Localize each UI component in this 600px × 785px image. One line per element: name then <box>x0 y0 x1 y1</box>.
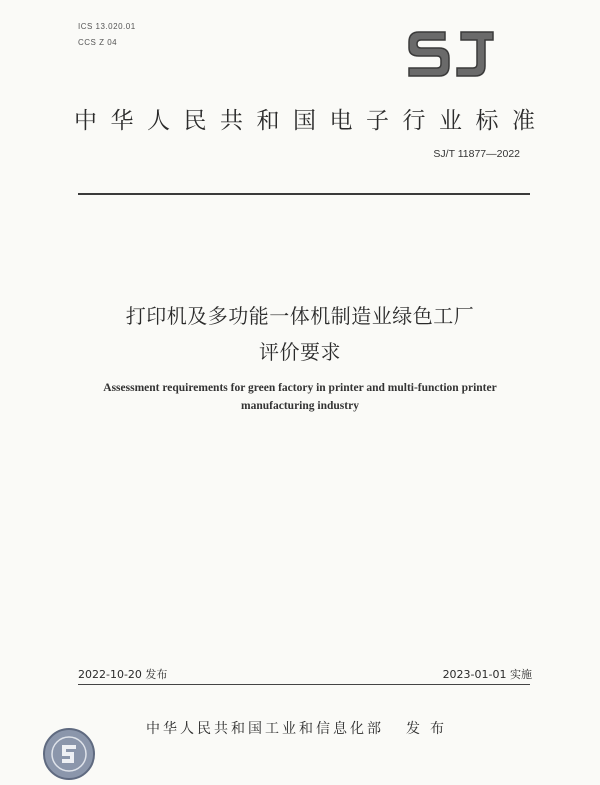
document-title-en-line1: Assessment requirements for green factory in printer and multi-function printer <box>103 382 497 394</box>
publish-label: 发布 <box>406 721 454 737</box>
ccs-code: CCS Z 04 <box>78 38 118 47</box>
standard-category-title: 中华人民共和国电子行业标准 <box>74 108 549 134</box>
header-divider <box>78 193 530 195</box>
implementation-date: 2023-01-01 实施 <box>442 668 532 681</box>
document-title-cn-line1: 打印机及多功能一体机制造业绿色工厂 <box>125 304 475 328</box>
issuing-authority: 中华人民共和国工业和信息化部 <box>146 721 384 737</box>
issue-date: 2022-10-20 发布 <box>78 668 168 681</box>
ics-code: ICS 13.020.01 <box>78 22 136 31</box>
sj-logo <box>405 22 497 82</box>
standard-number: SJ/T 11877—2022 <box>433 148 520 160</box>
sj-logo-graphic <box>405 22 497 82</box>
document-title-cn-line2: 评价要求 <box>259 340 341 364</box>
official-seal-icon <box>42 727 96 781</box>
footer-divider <box>78 684 530 685</box>
document-title-en-line2: manufacturing industry <box>241 400 359 412</box>
